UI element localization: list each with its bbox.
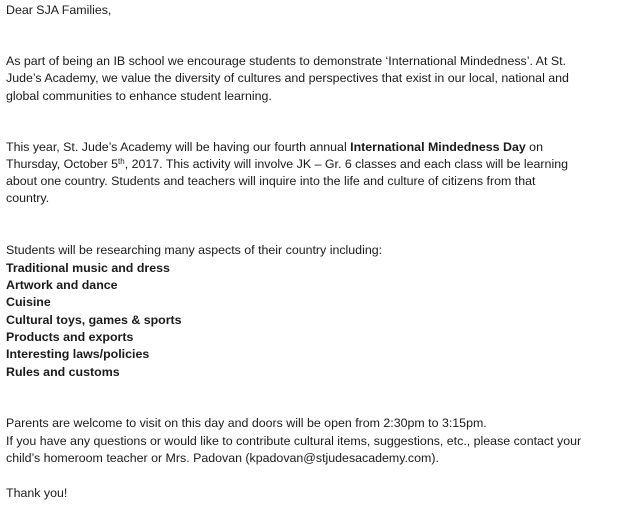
event-text-post: on: [525, 140, 543, 154]
aspect-item: Products and exports: [6, 330, 134, 344]
event-date: Thursday, October 5: [6, 157, 119, 171]
aspect-item: Cuisine: [6, 295, 51, 309]
aspect-item: Cultural toys, games & sports: [6, 313, 182, 327]
intro-paragraph-line-3: global communities to enhance student learning.: [6, 89, 272, 103]
greeting: Dear SJA Families,: [6, 3, 112, 17]
event-date-suffix: th: [118, 157, 125, 166]
aspects-intro: Students will be researching many aspects of their country including:: [6, 243, 383, 257]
event-paragraph-line-3: about one country. Students and teachers will inquire into the life and culture of citizens from that: [6, 174, 536, 188]
event-name: International Mindedness Day: [350, 140, 526, 154]
aspect-item: Rules and customs: [6, 365, 120, 379]
intro-paragraph-line-2: Jude’s Academy, we value the diversity of cultures and perspectives that exist in our local, national and: [6, 71, 569, 85]
event-paragraph-line-1: [6, 139, 543, 156]
visit-paragraph-line-1: Parents are welcome to visit on this day and doors will be open from 2:30pm to 3:15pm.: [6, 416, 487, 430]
event-text-pre: This year, St. Jude’s Academy will be having our fourth annual: [6, 140, 351, 154]
closing: Thank you!: [6, 486, 68, 500]
intro-paragraph-line-1: As part of being an IB school we encourage students to demonstrate ‘International Mindedness’. At St.: [6, 54, 566, 68]
event-paragraph-line-2: [6, 156, 568, 173]
aspect-item: Interesting laws/policies: [6, 347, 150, 361]
aspect-item: Traditional music and dress: [6, 261, 170, 275]
visit-paragraph-line-2: If you have any questions or would like to contribute cultural items, suggestions, etc., please contact your: [6, 434, 582, 448]
aspect-item: Artwork and dance: [6, 278, 118, 292]
visit-paragraph-line-3: child’s homeroom teacher or Mrs. Padovan (kpadovan@stjudesacademy.com).: [6, 451, 439, 465]
event-paragraph-line-4: country.: [6, 191, 50, 205]
event-details: , 2017. This activity will involve JK – Gr. 6 classes and each class will be learning: [124, 157, 568, 171]
